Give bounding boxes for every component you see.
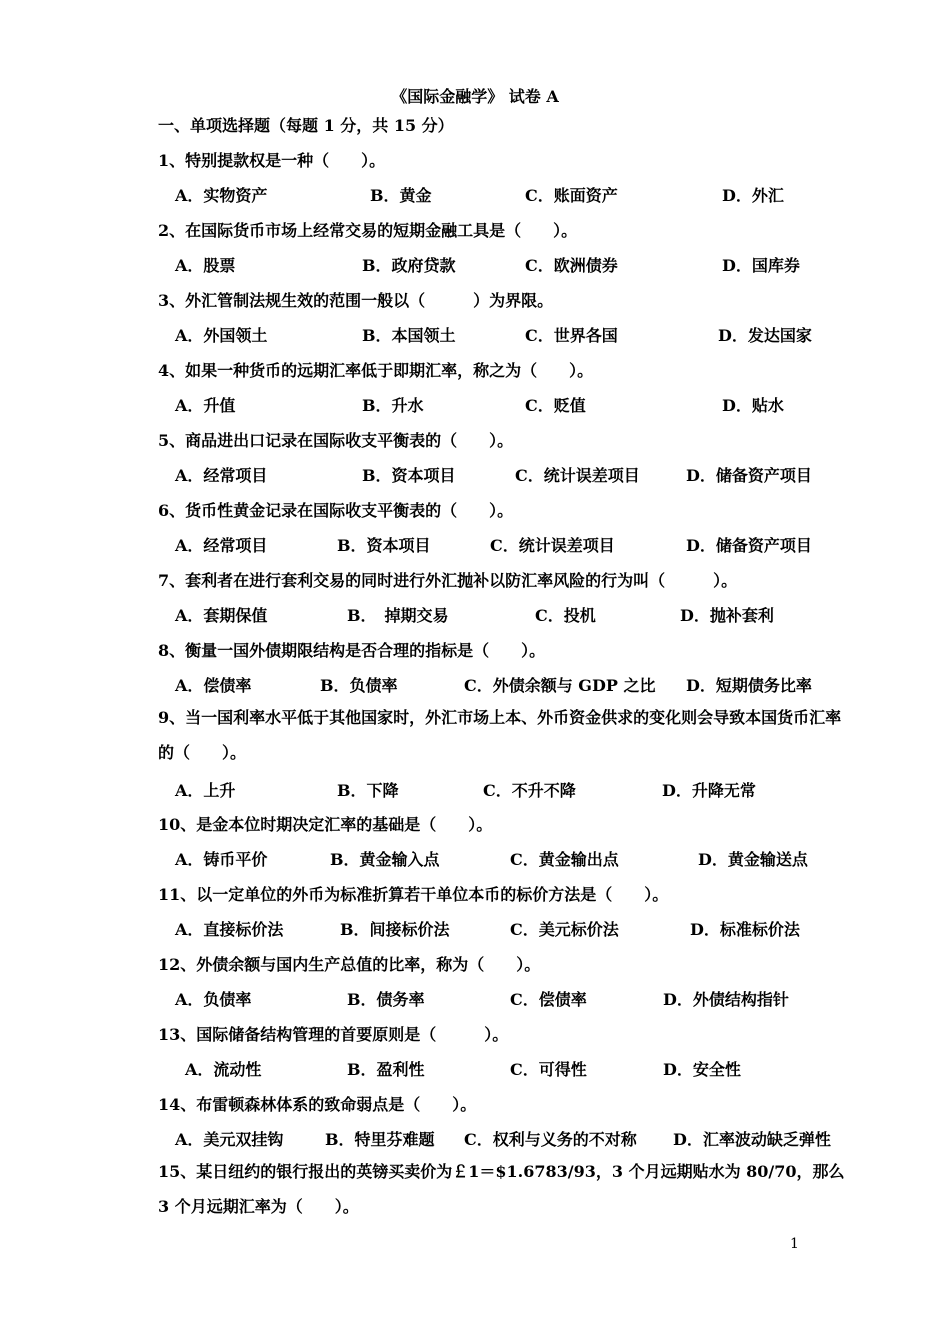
q3-option-c: C．世界各国: [525, 326, 618, 345]
q3-option-b: B．本国领土: [362, 326, 456, 345]
q1-option-d: D．外汇: [722, 186, 784, 205]
q8-option-a: A．偿债率: [175, 676, 252, 695]
q10-option-b: B．黄金输入点: [330, 850, 440, 869]
q4-option-a: A．升值: [175, 396, 236, 415]
q6-option-d: D．储备资产项目: [686, 536, 812, 555]
q6-option-c: C．统计误差项目: [490, 536, 615, 555]
q3-option-a: A．外国领土: [175, 326, 268, 345]
question-3: 3、外汇管制法规生效的范围一般以（ ）为界限。: [158, 291, 554, 310]
q11-option-d: D．标准标价法: [690, 920, 800, 939]
q7-option-a: A．套期保值: [175, 606, 268, 625]
q4-option-c: C．贬值: [525, 396, 586, 415]
question-11: 11、以一定单位的外币为标准折算若干单位本币的标价方法是（ ）。: [158, 885, 669, 904]
question-4: 4、如果一种货币的远期汇率低于即期汇率，称之为（ ）。: [158, 361, 594, 380]
q5-option-b: B．资本项目: [362, 466, 456, 485]
question-12: 12、外债余额与国内生产总值的比率，称为（ ）。: [158, 955, 541, 974]
q7-option-d: D．抛补套利: [680, 606, 774, 625]
exam-title: 《国际金融学》 试卷 A: [391, 87, 559, 106]
q11-option-a: A．直接标价法: [175, 920, 284, 939]
q13-option-d: D．安全性: [663, 1060, 741, 1079]
q14-option-c: C．权利与义务的不对称: [464, 1130, 637, 1149]
question-9: 9、当一国利率水平低于其他国家时，外汇市场上本、外币资金供求的变化则会导致本国货币汇率的（ ）。: [158, 708, 842, 762]
q10-option-d: D．黄金输送点: [698, 850, 808, 869]
question-2: 2、在国际货币市场上经常交易的短期金融工具是（ ）。: [158, 221, 578, 240]
q14-option-d: D．汇率波动缺乏弹性: [673, 1130, 831, 1149]
q9-option-a: A．上升: [175, 781, 236, 800]
q14-option-a: A．美元双挂钩: [175, 1130, 284, 1149]
q9-option-d: D．升降无常: [662, 781, 756, 800]
q2-option-a: A．股票: [175, 256, 236, 275]
q6-option-a: A．经常项目: [175, 536, 268, 555]
q12-option-d: D．外债结构指针: [663, 990, 789, 1009]
question-15: 15、某日纽约的银行报出的英镑买卖价为￡1＝$1.6783/93，3 个月远期贴水为 80/70，那么 3 个月远期汇率为（ ）。: [158, 1162, 845, 1216]
q2-option-d: D．国库券: [722, 256, 800, 275]
q1-option-a: A．实物资产: [175, 186, 268, 205]
q1-option-c: C．账面资产: [525, 186, 618, 205]
q2-option-b: B．政府贷款: [362, 256, 456, 275]
q6-option-b: B．资本项目: [337, 536, 431, 555]
q7-option-b: B． 掉期交易: [347, 606, 449, 625]
q2-option-c: C．欧洲债券: [525, 256, 618, 275]
q13-option-a: A．流动性: [185, 1060, 262, 1079]
q14-option-b: B．特里芬难题: [325, 1130, 435, 1149]
q5-option-c: C．统计误差项目: [515, 466, 640, 485]
question-1: 1、特别提款权是一种（ ）。: [158, 151, 386, 170]
q1-option-b: B．黄金: [370, 186, 432, 205]
question-7: 7、套利者在进行套利交易的同时进行外汇抛补以防汇率风险的行为叫（ ）。: [158, 571, 738, 590]
question-6: 6、货币性黄金记录在国际收支平衡表的（ ）。: [158, 501, 514, 520]
q12-option-b: B．债务率: [347, 990, 425, 1009]
q7-option-c: C．投机: [535, 606, 596, 625]
question-13: 13、国际储备结构管理的首要原则是（ ）。: [158, 1025, 509, 1044]
question-5: 5、商品进出口记录在国际收支平衡表的（ ）。: [158, 431, 514, 450]
q11-option-c: C．美元标价法: [510, 920, 619, 939]
q9-option-b: B．下降: [337, 781, 399, 800]
q5-option-d: D．储备资产项目: [686, 466, 812, 485]
q11-option-b: B．间接标价法: [340, 920, 450, 939]
q12-option-a: A．负债率: [175, 990, 252, 1009]
page-number: 1: [790, 1236, 799, 1252]
q8-option-c: C．外债余额与 GDP 之比: [464, 676, 656, 695]
question-8: 8、衡量一国外债期限结构是否合理的指标是（ ）。: [158, 641, 546, 660]
q10-option-c: C．黄金输出点: [510, 850, 619, 869]
q4-option-b: B．升水: [362, 396, 424, 415]
q13-option-b: B．盈利性: [347, 1060, 425, 1079]
q3-option-d: D．发达国家: [718, 326, 812, 345]
section-heading: 一、单项选择题（每题 1 分，共 15 分）: [158, 116, 454, 135]
q10-option-a: A．铸币平价: [175, 850, 268, 869]
q8-option-b: B．负债率: [320, 676, 398, 695]
q9-option-c: C．不升不降: [483, 781, 576, 800]
q4-option-d: D．贴水: [722, 396, 784, 415]
q5-option-a: A．经常项目: [175, 466, 268, 485]
q8-option-d: D．短期债务比率: [686, 676, 812, 695]
q12-option-c: C．偿债率: [510, 990, 587, 1009]
q13-option-c: C．可得性: [510, 1060, 587, 1079]
question-14: 14、布雷顿森林体系的致命弱点是（ ）。: [158, 1095, 477, 1114]
question-10: 10、是金本位时期决定汇率的基础是（ ）。: [158, 815, 493, 834]
